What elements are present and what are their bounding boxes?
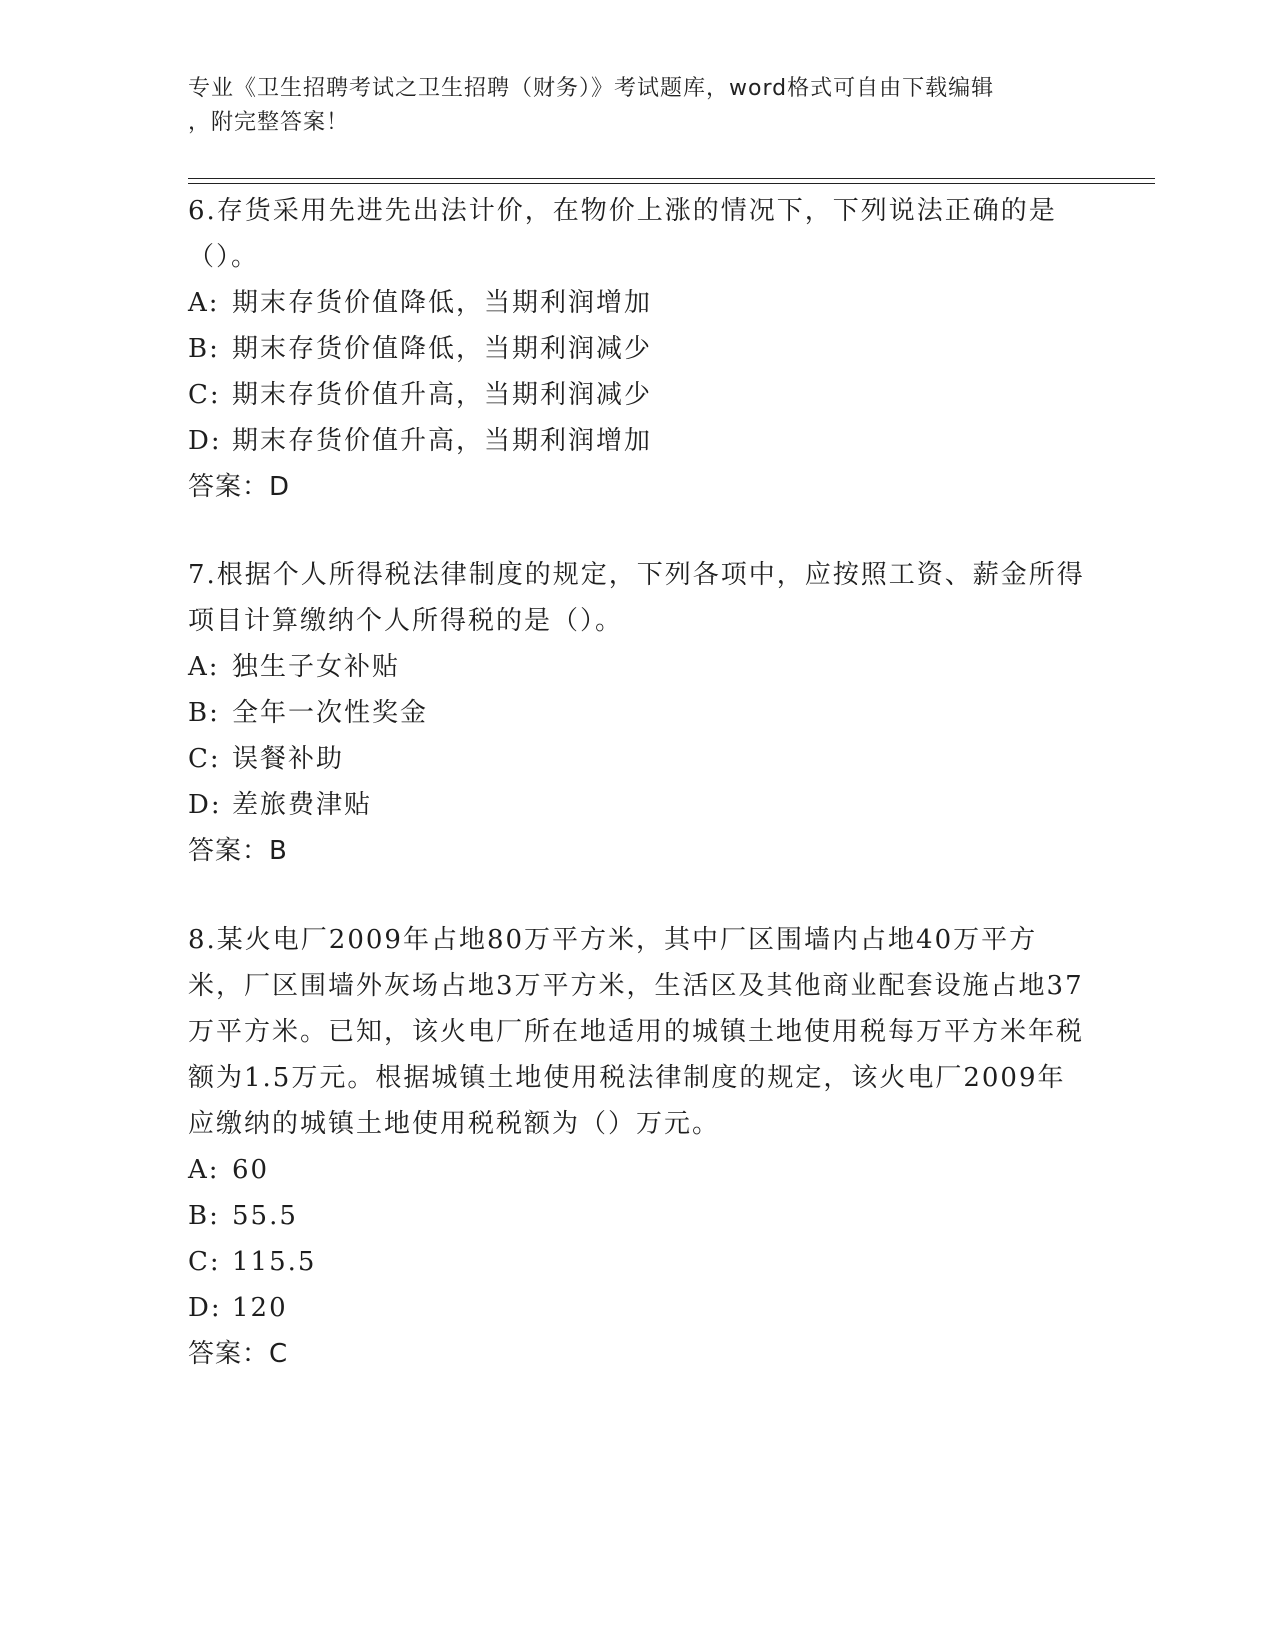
option-letter: A: bbox=[188, 1155, 220, 1185]
document-header bbox=[188, 72, 1068, 140]
option-letter: D: bbox=[188, 426, 222, 456]
option-c bbox=[188, 1239, 1088, 1285]
option-text: 期末存货价值升高，当期利润减少 bbox=[232, 380, 653, 410]
option-b bbox=[188, 690, 1088, 736]
question-7 bbox=[188, 552, 1088, 874]
answer-line: 答案：C bbox=[188, 1339, 289, 1369]
option-d bbox=[188, 418, 1088, 464]
question-8 bbox=[188, 917, 1088, 1377]
option-d bbox=[188, 1285, 1088, 1331]
option-list bbox=[188, 644, 1088, 828]
option-a bbox=[188, 644, 1088, 690]
option-text: 60 bbox=[232, 1155, 270, 1185]
option-text: 全年一次性奖金 bbox=[232, 698, 429, 728]
option-list bbox=[188, 1147, 1088, 1331]
answer-line: 答案：B bbox=[188, 836, 288, 866]
option-text: 独生子女补贴 bbox=[232, 652, 401, 682]
option-text: 120 bbox=[232, 1293, 288, 1323]
question-stem: 8.某火电厂2009年占地80万平方米，其中厂区围墙内占地40万平方米，厂区围墙外灰场占地3万平方米，生活区及其他商业配套设施占地37万平方米。已知，该火电厂所在地适用的城镇土地使用税每万平方米年税额为1.5万元。根据城镇土地使用税法律制度的规定，该火电厂2009年应缴纳的城镇土地使用税税额为（）万元。 bbox=[188, 925, 1085, 1139]
option-letter: D: bbox=[188, 1293, 222, 1323]
option-a bbox=[188, 280, 1088, 326]
option-letter: C: bbox=[188, 380, 221, 410]
question-stem: 7.根据个人所得税法律制度的规定，下列各项中，应按照工资、薪金所得项目计算缴纳个人所得税的是（）。 bbox=[188, 560, 1085, 636]
option-letter: B: bbox=[188, 334, 220, 364]
option-letter: B: bbox=[188, 1201, 220, 1231]
option-letter: D: bbox=[188, 790, 222, 820]
option-letter: C: bbox=[188, 744, 221, 774]
option-text: 115.5 bbox=[232, 1247, 317, 1277]
option-letter: A: bbox=[188, 288, 220, 318]
option-c bbox=[188, 736, 1088, 782]
option-list bbox=[188, 280, 1088, 464]
option-b bbox=[188, 1193, 1088, 1239]
option-text: 差旅费津贴 bbox=[232, 790, 373, 820]
option-a bbox=[188, 1147, 1088, 1193]
question-6 bbox=[188, 188, 1088, 510]
header-divider-top bbox=[188, 178, 1155, 179]
option-text: 55.5 bbox=[232, 1201, 298, 1231]
header-line-2: ，附完整答案！ bbox=[188, 110, 350, 135]
option-text: 期末存货价值降低，当期利润减少 bbox=[232, 334, 653, 364]
option-text: 误餐补助 bbox=[232, 744, 345, 774]
option-letter: C: bbox=[188, 1247, 221, 1277]
option-letter: A: bbox=[188, 652, 220, 682]
option-letter: B: bbox=[188, 698, 220, 728]
option-text: 期末存货价值降低，当期利润增加 bbox=[232, 288, 653, 318]
option-c bbox=[188, 372, 1088, 418]
option-d bbox=[188, 782, 1088, 828]
question-stem: 6.存货采用先进先出法计价，在物价上涨的情况下，下列说法正确的是（）。 bbox=[188, 196, 1057, 272]
option-b bbox=[188, 326, 1088, 372]
option-text: 期末存货价值升高，当期利润增加 bbox=[232, 426, 653, 456]
header-divider-bottom bbox=[188, 183, 1155, 184]
header-line-1: 专业《卫生招聘考试之卫生招聘（财务）》考试题库，word格式可自由下载编辑 bbox=[188, 76, 995, 101]
answer-line: 答案：D bbox=[188, 472, 291, 502]
